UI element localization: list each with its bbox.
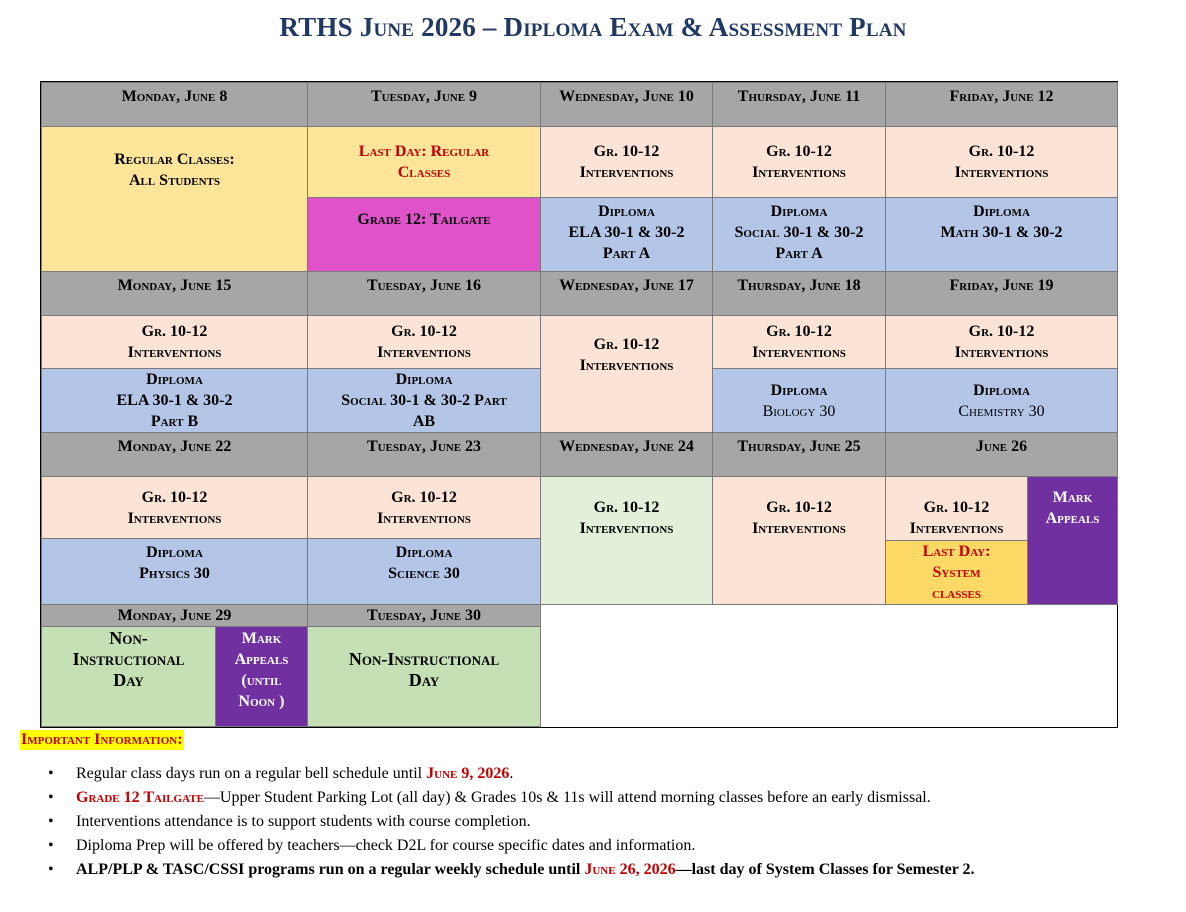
cell-interventions: Gr. 10-12 Interventions xyxy=(712,126,886,198)
header-tue-june-23: Tuesday, June 23 xyxy=(307,432,541,477)
cell-interventions: Gr. 10-12 Interventions xyxy=(41,476,308,539)
bullet: • xyxy=(48,861,54,878)
header-mon-june-15: Monday, June 15 xyxy=(41,271,308,316)
list-item: • ALP/PLP & TASC/CSSI programs run on a regular weekly schedule until June 26, 2026—last day of System Classes for Semester 2. xyxy=(48,858,1168,882)
bullet: • xyxy=(48,789,54,806)
cell-last-day-regular: Last Day: Regular Classes xyxy=(307,126,541,198)
cell-mark-appeals: Mark Appeals (until Noon ) xyxy=(215,626,308,727)
cell-interventions: Gr. 10-12 Interventions xyxy=(540,126,713,198)
header-tue-june-30: Tuesday, June 30 xyxy=(307,604,541,627)
cell-interventions: Gr. 10-12 Interventions xyxy=(885,315,1118,369)
header-tue-june-16: Tuesday, June 16 xyxy=(307,271,541,316)
cell-diploma-ela-part-b: Diploma ELA 30-1 & 30-2 Part B xyxy=(41,368,308,433)
cell-interventions: Gr. 10-12 Interventions xyxy=(712,315,886,369)
cell-diploma-math: Diploma Math 30-1 & 30-2 xyxy=(885,197,1118,272)
header-fri-june-19: Friday, June 19 xyxy=(885,271,1118,316)
bullet: • xyxy=(48,813,54,830)
cell-interventions: Gr. 10-12 Interventions xyxy=(885,126,1118,198)
cell-diploma-science: Diploma Science 30 xyxy=(307,538,541,605)
cell-interventions: Gr. 10-12 Interventions xyxy=(41,315,308,369)
header-mon-june-22: Monday, June 22 xyxy=(41,432,308,477)
header-june-26: June 26 xyxy=(885,432,1118,477)
header-thu-june-25: Thursday, June 25 xyxy=(712,432,886,477)
header-mon-june-29: Monday, June 29 xyxy=(41,604,308,627)
cell-non-instructional-day: Non-Instructional Day xyxy=(307,626,541,727)
information-list xyxy=(48,762,1168,882)
header-wed-june-10: Wednesday, June 10 xyxy=(540,82,713,127)
cell-grade12-tailgate: Grade 12: Tailgate xyxy=(307,197,541,272)
header-mon-june-8: Monday, June 8 xyxy=(41,82,308,127)
cell-diploma-ela-part-a: Diploma ELA 30-1 & 30-2 Part A xyxy=(540,197,713,272)
cell-diploma-biology: Diploma Biology 30 xyxy=(712,368,886,433)
cell-interventions: Gr. 10-12 Interventions xyxy=(712,476,886,605)
cell-interventions: Gr. 10-12 Interventions xyxy=(540,476,713,605)
header-thu-june-18: Thursday, June 18 xyxy=(712,271,886,316)
cell-interventions: Gr. 10-12 Interventions xyxy=(307,315,541,369)
bullet: • xyxy=(48,837,54,854)
list-item: • Interventions attendance is to support students with course completion. xyxy=(48,810,1168,834)
cell-interventions: Gr. 10-12 Interventions xyxy=(307,476,541,539)
header-wed-june-17: Wednesday, June 17 xyxy=(540,271,713,316)
list-item: • Regular class days run on a regular bell schedule until June 9, 2026. xyxy=(48,762,1168,786)
header-wed-june-24: Wednesday, June 24 xyxy=(540,432,713,477)
list-item: • Diploma Prep will be offered by teachers—check D2L for course specific dates and information. xyxy=(48,834,1168,858)
cell-diploma-social-part-a: Diploma Social 30-1 & 30-2 Part A xyxy=(712,197,886,272)
cell-interventions: Gr. 10-12 Interventions xyxy=(540,315,713,433)
cell-diploma-chemistry: Diploma Chemistry 30 xyxy=(885,368,1118,433)
calendar-grid xyxy=(40,81,1118,728)
cell-regular-classes: Regular Classes: All Students xyxy=(41,126,308,272)
important-information-heading: Important Information: xyxy=(21,731,183,748)
bullet: • xyxy=(48,765,54,782)
cell-last-day-system: Last Day: System classes xyxy=(885,540,1028,605)
cell-interventions: Gr. 10-12 Interventions xyxy=(885,476,1028,541)
header-fri-june-12: Friday, June 12 xyxy=(885,82,1118,127)
cell-diploma-physics: Diploma Physics 30 xyxy=(41,538,308,605)
cell-non-instructional-day: Non- Instructional Day xyxy=(41,626,216,727)
cell-mark-appeals: Mark Appeals xyxy=(1027,476,1118,605)
page-title: RTHS June 2026 – Diploma Exam & Assessment Plan xyxy=(279,12,907,42)
header-tue-june-9: Tuesday, June 9 xyxy=(307,82,541,127)
list-item: • Grade 12 Tailgate—Upper Student Parking Lot (all day) & Grades 10s & 11s will attend morning classes before an early dismissal. xyxy=(48,786,1168,810)
cell-diploma-social-part-ab: Diploma Social 30-1 & 30-2 Part AB xyxy=(307,368,541,433)
header-thu-june-11: Thursday, June 11 xyxy=(712,82,886,127)
